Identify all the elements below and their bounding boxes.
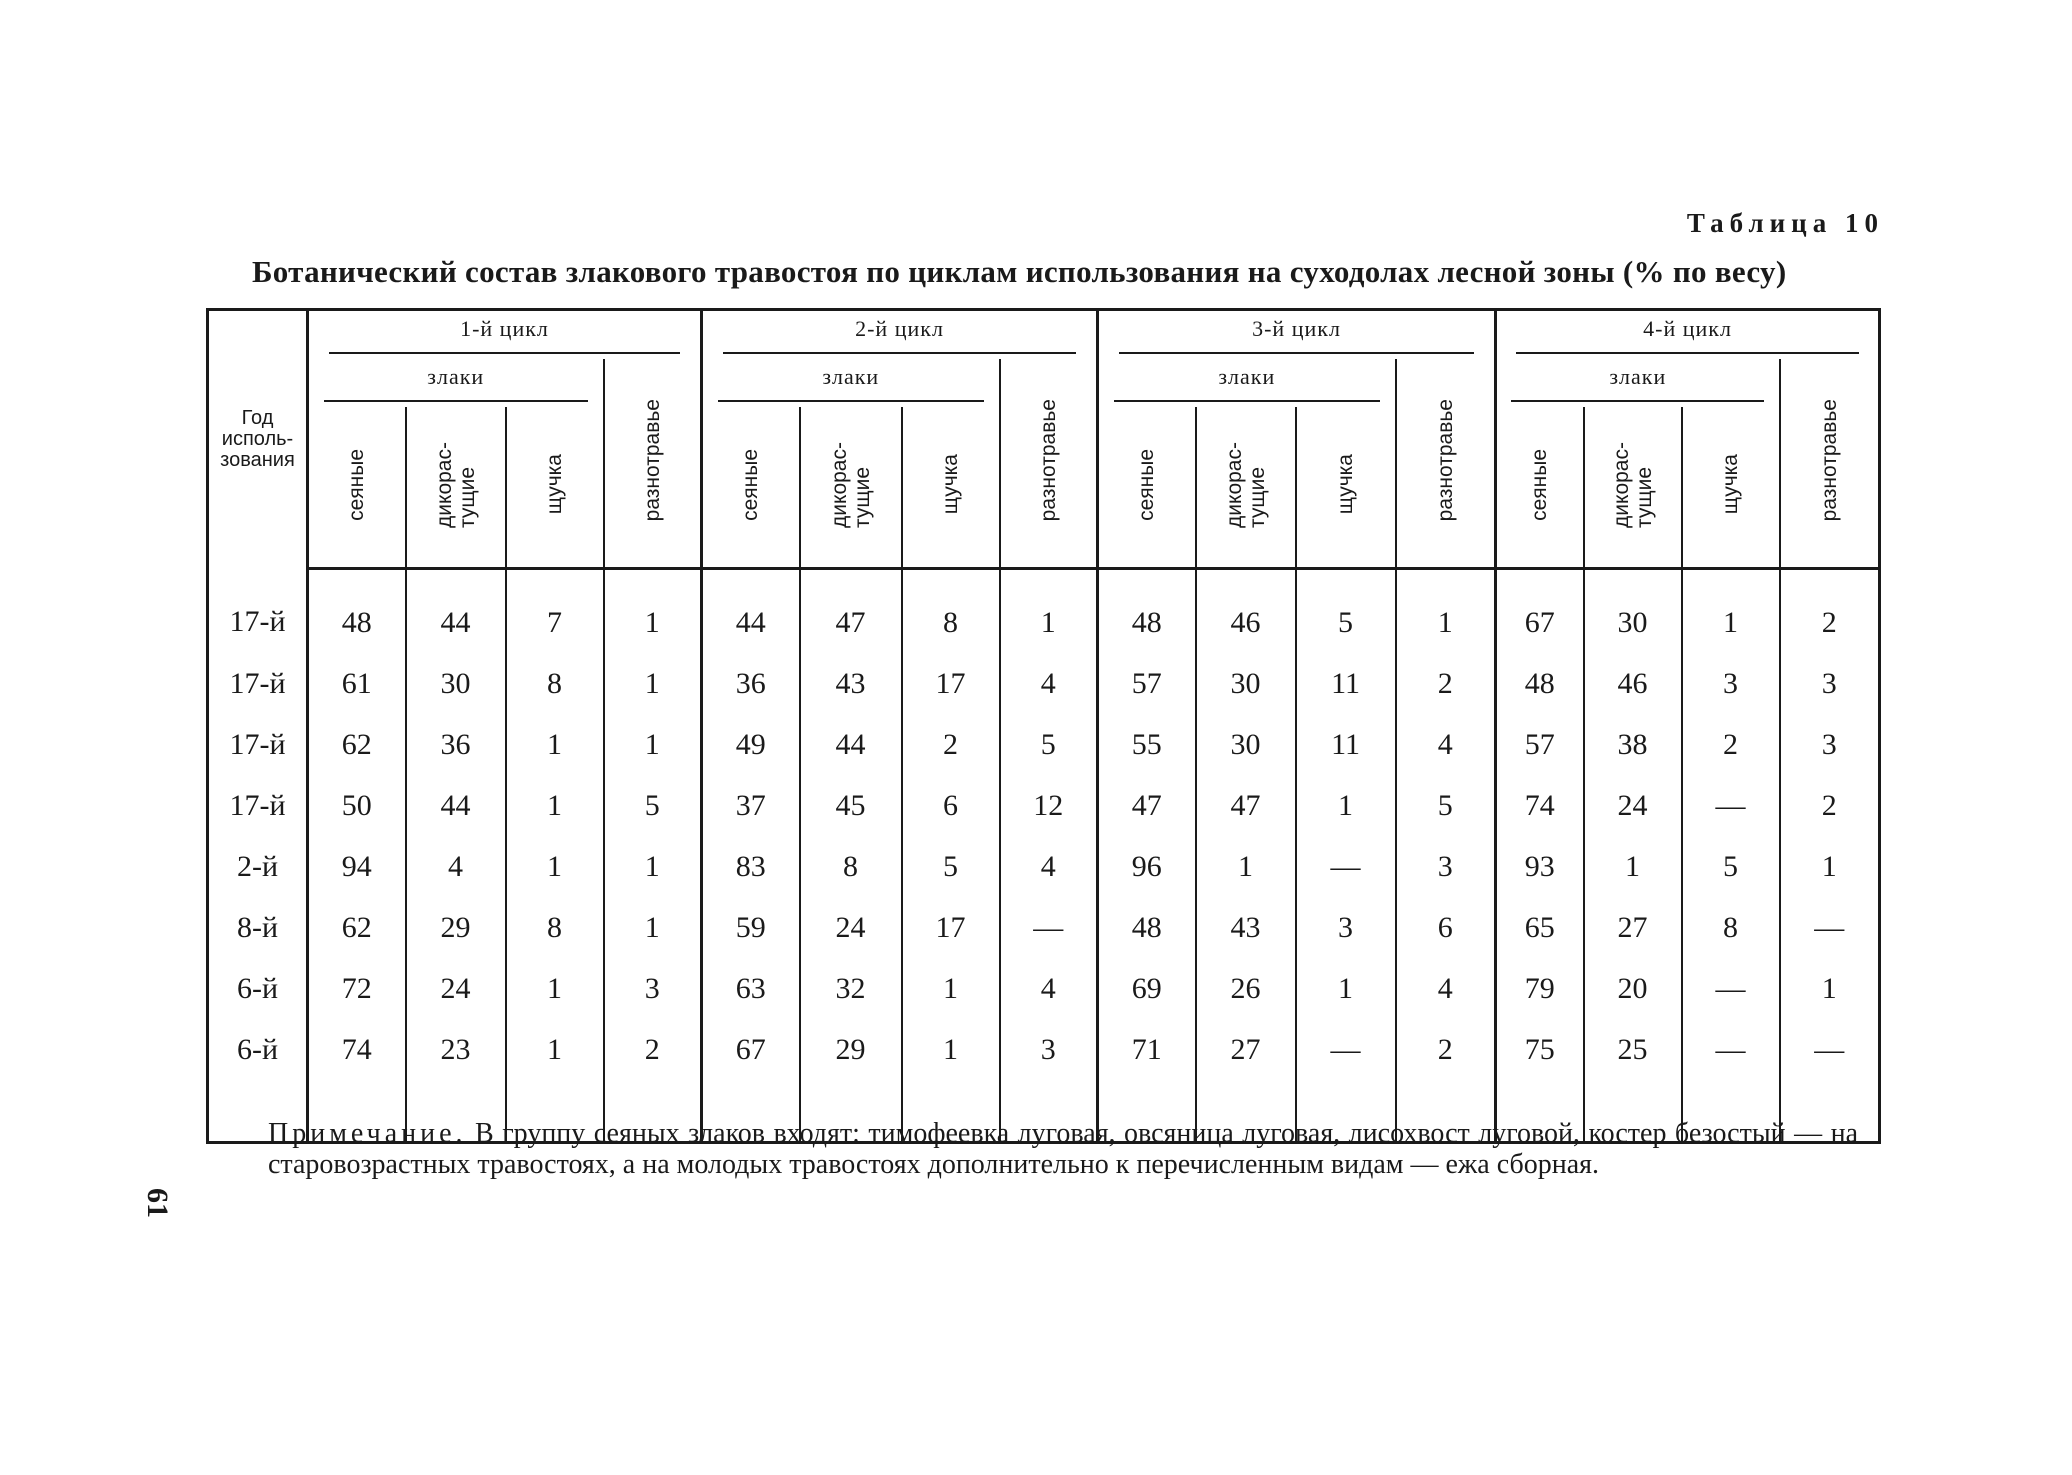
value-cell: 74 bbox=[308, 1019, 406, 1080]
value-cell: 44 bbox=[406, 569, 506, 654]
value-cell: 1 bbox=[1780, 958, 1880, 1019]
value-cell: 43 bbox=[800, 653, 902, 714]
value-cell: 11 bbox=[1296, 653, 1396, 714]
value-cell: 29 bbox=[800, 1019, 902, 1080]
grasses-header-cycle-2: злаки bbox=[702, 359, 1000, 407]
year-cell: 17-й bbox=[208, 714, 308, 775]
value-cell: 1 bbox=[1682, 569, 1780, 654]
value-cell: 3 bbox=[1780, 714, 1880, 775]
value-cell: 48 bbox=[308, 569, 406, 654]
sub-header-cycle-4-col-2: дикорас- тущие bbox=[1584, 407, 1682, 569]
value-cell: 27 bbox=[1584, 897, 1682, 958]
value-cell: 2 bbox=[1780, 569, 1880, 654]
table-row bbox=[208, 775, 1880, 836]
value-cell: 93 bbox=[1496, 836, 1584, 897]
value-cell: 44 bbox=[800, 714, 902, 775]
table-title: Ботанический состав злакового травостоя по циклам использования на суходолах лесной зоны (% по весу) bbox=[252, 254, 1787, 289]
value-cell: 44 bbox=[406, 775, 506, 836]
value-cell: — bbox=[1682, 775, 1780, 836]
value-cell: 8 bbox=[506, 897, 604, 958]
value-cell: 71 bbox=[1098, 1019, 1196, 1080]
value-cell: 8 bbox=[506, 653, 604, 714]
sub-header-cycle-4-col-3: щучка bbox=[1682, 407, 1780, 569]
forbs-header-cycle-3: разнотравье bbox=[1396, 359, 1496, 569]
value-cell: 65 bbox=[1496, 897, 1584, 958]
value-cell: 1 bbox=[506, 775, 604, 836]
value-cell: 3 bbox=[1682, 653, 1780, 714]
value-cell: 2 bbox=[604, 1019, 702, 1080]
value-cell: — bbox=[1682, 1019, 1780, 1080]
value-cell: 27 bbox=[1196, 1019, 1296, 1080]
value-cell: 1 bbox=[902, 1019, 1000, 1080]
value-cell: 8 bbox=[1682, 897, 1780, 958]
value-cell: 1 bbox=[604, 836, 702, 897]
value-cell: 5 bbox=[1000, 714, 1098, 775]
value-cell: 30 bbox=[1196, 653, 1296, 714]
table-row bbox=[208, 836, 1880, 897]
sub-header-cycle-1-col-1: сеяные bbox=[308, 407, 406, 569]
value-cell: 26 bbox=[1196, 958, 1296, 1019]
table-note bbox=[268, 1118, 1858, 1180]
sub-header-cycle-3-col-1: сеяные bbox=[1098, 407, 1196, 569]
sub-header-cycle-3-col-3: щучка bbox=[1296, 407, 1396, 569]
value-cell: — bbox=[1780, 897, 1880, 958]
year-cell: 17-й bbox=[208, 569, 308, 654]
note-label: Примечание. bbox=[268, 1118, 467, 1149]
value-cell: 12 bbox=[1000, 775, 1098, 836]
value-cell: 4 bbox=[406, 836, 506, 897]
value-cell: 44 bbox=[702, 569, 800, 654]
value-cell: 46 bbox=[1584, 653, 1682, 714]
year-cell: 2-й bbox=[208, 836, 308, 897]
value-cell: 32 bbox=[800, 958, 902, 1019]
value-cell: 79 bbox=[1496, 958, 1584, 1019]
value-cell: 24 bbox=[800, 897, 902, 958]
value-cell: 8 bbox=[902, 569, 1000, 654]
value-cell: — bbox=[1296, 1019, 1396, 1080]
value-cell: 5 bbox=[1296, 569, 1396, 654]
value-cell: 3 bbox=[1296, 897, 1396, 958]
value-cell: 1 bbox=[1000, 569, 1098, 654]
value-cell: 57 bbox=[1496, 714, 1584, 775]
value-cell: 4 bbox=[1396, 958, 1496, 1019]
sub-header-cycle-2-col-3: щучка bbox=[902, 407, 1000, 569]
value-cell: 8 bbox=[800, 836, 902, 897]
value-cell: 23 bbox=[406, 1019, 506, 1080]
value-cell: 69 bbox=[1098, 958, 1196, 1019]
value-cell: 47 bbox=[1098, 775, 1196, 836]
value-cell: 49 bbox=[702, 714, 800, 775]
value-cell: 2 bbox=[902, 714, 1000, 775]
value-cell: 1 bbox=[1780, 836, 1880, 897]
cycle-header-4: 4-й цикл bbox=[1496, 310, 1880, 360]
sub-header-cycle-1-col-2: дикорас- тущие bbox=[406, 407, 506, 569]
value-cell: 36 bbox=[702, 653, 800, 714]
value-cell: 55 bbox=[1098, 714, 1196, 775]
value-cell: 5 bbox=[604, 775, 702, 836]
value-cell: 24 bbox=[1584, 775, 1682, 836]
value-cell: 74 bbox=[1496, 775, 1584, 836]
sub-header-cycle-3-col-2: дикорас- тущие bbox=[1196, 407, 1296, 569]
value-cell: 48 bbox=[1098, 569, 1196, 654]
forbs-header-cycle-4: разнотравье bbox=[1780, 359, 1880, 569]
grasses-header-cycle-3: злаки bbox=[1098, 359, 1396, 407]
value-cell: 57 bbox=[1098, 653, 1196, 714]
value-cell: 62 bbox=[308, 714, 406, 775]
sub-header-cycle-2-col-2: дикорас- тущие bbox=[800, 407, 902, 569]
value-cell: 1 bbox=[506, 1019, 604, 1080]
value-cell: 1 bbox=[902, 958, 1000, 1019]
value-cell: 48 bbox=[1098, 897, 1196, 958]
value-cell: 6 bbox=[902, 775, 1000, 836]
value-cell: 4 bbox=[1396, 714, 1496, 775]
table-row bbox=[208, 897, 1880, 958]
value-cell: 59 bbox=[702, 897, 800, 958]
value-cell: 1 bbox=[506, 958, 604, 1019]
value-cell: 1 bbox=[604, 569, 702, 654]
value-cell: 30 bbox=[1584, 569, 1682, 654]
sub-header-cycle-2-col-1: сеяные bbox=[702, 407, 800, 569]
value-cell: 94 bbox=[308, 836, 406, 897]
value-cell: 25 bbox=[1584, 1019, 1682, 1080]
table-row bbox=[208, 714, 1880, 775]
value-cell: 72 bbox=[308, 958, 406, 1019]
year-cell: 17-й bbox=[208, 653, 308, 714]
value-cell: 1 bbox=[604, 653, 702, 714]
value-cell: 30 bbox=[406, 653, 506, 714]
value-cell: 4 bbox=[1000, 958, 1098, 1019]
value-cell: 5 bbox=[902, 836, 1000, 897]
value-cell: 17 bbox=[902, 897, 1000, 958]
value-cell: 24 bbox=[406, 958, 506, 1019]
value-cell: 45 bbox=[800, 775, 902, 836]
value-cell: 1 bbox=[1584, 836, 1682, 897]
value-cell: 6 bbox=[1396, 897, 1496, 958]
grasses-header-cycle-4: злаки bbox=[1496, 359, 1780, 407]
grasses-header-cycle-1: злаки bbox=[308, 359, 604, 407]
table-row bbox=[208, 653, 1880, 714]
value-cell: 1 bbox=[1196, 836, 1296, 897]
value-cell: 5 bbox=[1396, 775, 1496, 836]
year-cell: 6-й bbox=[208, 958, 308, 1019]
value-cell: 7 bbox=[506, 569, 604, 654]
forbs-header-cycle-1: разнотравье bbox=[604, 359, 702, 569]
value-cell: 37 bbox=[702, 775, 800, 836]
value-cell: 1 bbox=[604, 897, 702, 958]
year-cell: 6-й bbox=[208, 1019, 308, 1080]
forbs-header-cycle-2: разнотравье bbox=[1000, 359, 1098, 569]
sub-header-cycle-4-col-1: сеяные bbox=[1496, 407, 1584, 569]
value-cell: 63 bbox=[702, 958, 800, 1019]
cycle-header-1: 1-й цикл bbox=[308, 310, 702, 360]
year-cell: 17-й bbox=[208, 775, 308, 836]
year-header-text: Год исполь- зования bbox=[220, 407, 295, 472]
value-cell: 75 bbox=[1496, 1019, 1584, 1080]
table-number: Таблица 10 bbox=[1686, 208, 1884, 238]
value-cell: — bbox=[1000, 897, 1098, 958]
value-cell: 47 bbox=[800, 569, 902, 654]
value-cell: 3 bbox=[604, 958, 702, 1019]
value-cell: 1 bbox=[506, 714, 604, 775]
value-cell: — bbox=[1682, 958, 1780, 1019]
value-cell: 38 bbox=[1584, 714, 1682, 775]
value-cell: 2 bbox=[1682, 714, 1780, 775]
value-cell: 2 bbox=[1780, 775, 1880, 836]
value-cell: 62 bbox=[308, 897, 406, 958]
value-cell: 47 bbox=[1196, 775, 1296, 836]
sub-header-cycle-1-col-3: щучка bbox=[506, 407, 604, 569]
value-cell: — bbox=[1296, 836, 1396, 897]
value-cell: 3 bbox=[1396, 836, 1496, 897]
value-cell: 67 bbox=[702, 1019, 800, 1080]
value-cell: 61 bbox=[308, 653, 406, 714]
botanical-composition-table bbox=[206, 308, 1881, 1144]
value-cell: 3 bbox=[1000, 1019, 1098, 1080]
value-cell: — bbox=[1780, 1019, 1880, 1080]
value-cell: 43 bbox=[1196, 897, 1296, 958]
value-cell: 67 bbox=[1496, 569, 1584, 654]
value-cell: 50 bbox=[308, 775, 406, 836]
value-cell: 30 bbox=[1196, 714, 1296, 775]
value-cell: 36 bbox=[406, 714, 506, 775]
value-cell: 29 bbox=[406, 897, 506, 958]
value-cell: 2 bbox=[1396, 653, 1496, 714]
value-cell: 1 bbox=[1296, 775, 1396, 836]
value-cell: 48 bbox=[1496, 653, 1584, 714]
page-number: 61 bbox=[141, 1188, 174, 1218]
value-cell: 4 bbox=[1000, 836, 1098, 897]
value-cell: 4 bbox=[1000, 653, 1098, 714]
value-cell: 1 bbox=[506, 836, 604, 897]
value-cell: 20 bbox=[1584, 958, 1682, 1019]
table-row bbox=[208, 958, 1880, 1019]
value-cell: 17 bbox=[902, 653, 1000, 714]
value-cell: 83 bbox=[702, 836, 800, 897]
value-cell: 1 bbox=[1296, 958, 1396, 1019]
table-row bbox=[208, 1019, 1880, 1080]
note-text: В группу сеяных злаков входят: тимофеевка луговая, овсяница луговая, лисохвост луговой, костер безостый — на старовозрастных травостоях, а на молодых травостоях дополнительно к перечисленным видам — ежа сборная. bbox=[268, 1118, 1859, 1180]
value-cell: 1 bbox=[604, 714, 702, 775]
value-cell: 5 bbox=[1682, 836, 1780, 897]
value-cell: 11 bbox=[1296, 714, 1396, 775]
year-column-header bbox=[208, 310, 308, 569]
value-cell: 3 bbox=[1780, 653, 1880, 714]
table-row bbox=[208, 569, 1880, 654]
year-cell: 8-й bbox=[208, 897, 308, 958]
cycle-header-2: 2-й цикл bbox=[702, 310, 1098, 360]
value-cell: 1 bbox=[1396, 569, 1496, 654]
value-cell: 96 bbox=[1098, 836, 1196, 897]
value-cell: 2 bbox=[1396, 1019, 1496, 1080]
value-cell: 46 bbox=[1196, 569, 1296, 654]
cycle-header-3: 3-й цикл bbox=[1098, 310, 1496, 360]
